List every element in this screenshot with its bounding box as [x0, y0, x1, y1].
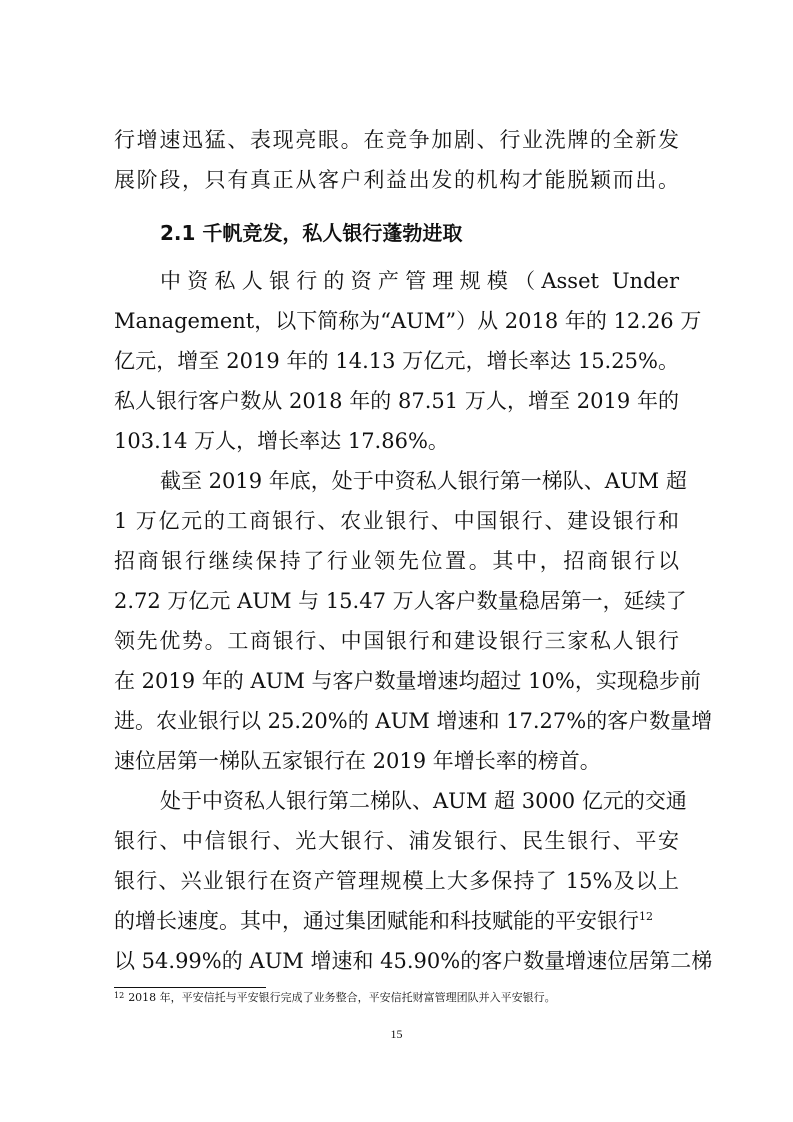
- body-text-line: 以 54.99%的 AUM 增速和 45.90%的客户数量增速位居第二梯: [114, 949, 713, 973]
- body-text-line: 银行、中信银行、光大银行、浦发银行、民生银行、平安: [114, 829, 679, 853]
- body-text-line: [114, 909, 679, 933]
- body-text-line: 1 万亿元的工商银行、农业银行、中国银行、建设银行和: [114, 509, 679, 533]
- body-text-line: Management，以下简称为“AUM”）从 2018 年的 12.26 万: [114, 309, 702, 333]
- footnote-reference[interactable]: 12: [639, 910, 653, 923]
- section-heading: 2.1 千帆竞发，私人银行蓬勃进取: [160, 221, 463, 245]
- body-text-line: 私人银行客户数从 2018 年的 87.51 万人，增至 2019 年的: [114, 389, 679, 413]
- body-text-line: 速位居第一梯队五家银行在 2019 年增长率的榜首。: [114, 749, 601, 773]
- body-text-line: 在 2019 年的 AUM 与客户数量增速均超过 10%，实现稳步前: [114, 669, 701, 693]
- footnote-marker: 12: [114, 991, 125, 1000]
- body-text-line: 领先优势。工商银行、中国银行和建设银行三家私人银行: [114, 629, 679, 653]
- body-text-line: 展阶段，只有真正从客户利益出发的机构才能脱颖而出。: [114, 168, 679, 192]
- body-text-line: 行增速迅猛、表现亮眼。在竞争加剧、行业洗牌的全新发: [114, 128, 679, 152]
- page-number: 15: [390, 1027, 403, 1041]
- footnote-divider: [114, 987, 266, 988]
- body-text-line: 截至 2019 年底，处于中资私人银行第一梯队、AUM 超: [160, 469, 687, 493]
- body-text-line: 中资私人银行的资产管理规模（Asset Under: [160, 269, 679, 293]
- body-text-line: 招商银行继续保持了行业领先位置。其中，招商银行以: [114, 549, 679, 573]
- body-text-span: 的增长速度。其中，通过集团赋能和科技赋能的平安银行: [114, 909, 639, 933]
- body-text-line: 银行、兴业银行在资产管理规模上大多保持了 15%及以上: [114, 869, 679, 893]
- body-text-line: 处于中资私人银行第二梯队、AUM 超 3000 亿元的交通: [160, 789, 687, 813]
- body-text-line: 亿元，增至 2019 年的 14.13 万亿元，增长率达 15.25%。: [114, 349, 679, 373]
- footnote-text: 2018 年，平安信托与平安银行完成了业务整合，平安信托财富管理团队并入平安银行。: [128, 991, 556, 1004]
- footnote: [114, 990, 679, 1006]
- body-text-line: 2.72 万亿元 AUM 与 15.47 万人客户数量稳居第一，延续了: [114, 589, 687, 613]
- body-text-line: 103.14 万人，增长率达 17.86%。: [114, 429, 449, 453]
- body-text-line: 进。农业银行以 25.20%的 AUM 增速和 17.27%的客户数量增: [114, 709, 713, 733]
